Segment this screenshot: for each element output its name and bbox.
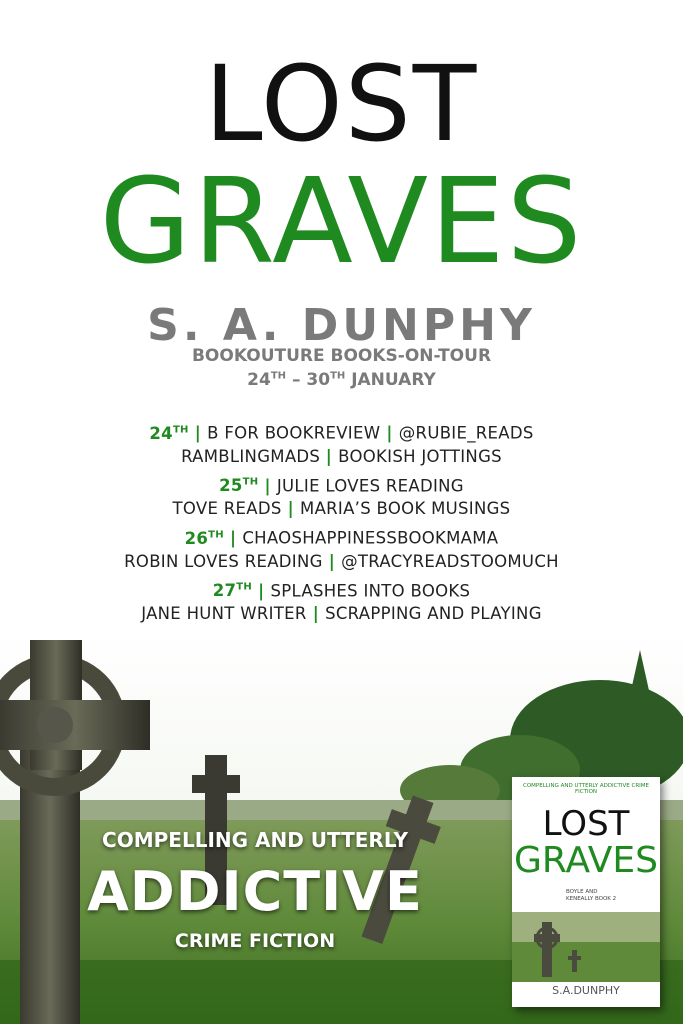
title-line-1: LOST [204, 43, 479, 165]
schedule-day [0, 576, 683, 626]
tagline-line-1: COMPELLING AND UTTERLY [102, 828, 408, 852]
schedule-date: 25TH [219, 476, 259, 495]
schedule-line-1: 24TH | B FOR BOOKREVIEW | @RUBIE_READS [149, 423, 534, 443]
blog-name: MARIA’S BOOK MUSINGS [300, 499, 511, 518]
book-cover-series: BOYLE AND KENEALLY BOOK 2 [566, 889, 617, 902]
schedule-line-2: ROBIN LOVES READING | @TRACYREADSTOOMUCH [124, 551, 559, 571]
blog-name: BOOKISH JOTTINGS [338, 446, 502, 466]
blog-name: TOVE READS [172, 499, 282, 518]
title-line-2: GRAVES [99, 152, 584, 290]
blog-name: SPLASHES INTO BOOKS [270, 581, 471, 600]
book-cover-graveyard-image [512, 912, 660, 982]
blog-name: ROBIN LOVES READING [124, 551, 323, 571]
book-cover [512, 777, 660, 1007]
book-cover-title-2: GRAVES [514, 840, 658, 881]
blog-name: CHAOSHAPPINESSBOOKMAMA [242, 528, 499, 548]
blog-name: SCRAPPING AND PLAYING [325, 604, 542, 623]
schedule-line-1: 26TH | CHAOSHAPPINESSBOOKMAMA [184, 528, 499, 548]
blog-name: B FOR BOOKREVIEW [207, 423, 381, 443]
book-cover-title-1: LOST [542, 804, 630, 844]
schedule-line-2: RAMBLINGMADS | BOOKISH JOTTINGS [181, 446, 502, 466]
blog-name: @RUBIE_READS [398, 423, 534, 443]
blog-name: @TRACYREADSTOOMUCH [341, 551, 559, 571]
book-cover-author: S.A.DUNPHY [552, 984, 620, 997]
schedule-line-2: JANE HUNT WRITER | SCRAPPING AND PLAYING [141, 604, 542, 623]
tour-name: BOOKOUTURE BOOKS-ON-TOUR [191, 346, 492, 366]
schedule-date: 26TH [184, 528, 224, 548]
tagline-line-2: ADDICTIVE [87, 860, 423, 923]
schedule-line-1: 25TH | JULIE LOVES READING [219, 476, 464, 495]
schedule-day [0, 418, 683, 468]
tour-dates: 24TH – 30TH JANUARY [247, 370, 436, 390]
schedule-date: 27TH [212, 581, 253, 600]
blog-name: RAMBLINGMADS [181, 446, 326, 466]
book-cover-tagline: COMPELLING AND UTTERLY ADDICTIVE CRIME FICTION [523, 783, 649, 795]
schedule-day [0, 523, 683, 573]
author-name: S. A. DUNPHY [147, 300, 536, 351]
schedule-day [0, 471, 683, 521]
schedule-line-2: TOVE READS | MARIA’S BOOK MUSINGS [172, 499, 511, 518]
tagline-line-3: CRIME FICTION [174, 930, 336, 952]
schedule-line-1: 27TH | SPLASHES INTO BOOKS [212, 581, 471, 600]
blog-name: JANE HUNT WRITER [141, 604, 307, 623]
schedule-date: 24TH [149, 423, 189, 443]
blog-name: JULIE LOVES READING [276, 476, 464, 495]
